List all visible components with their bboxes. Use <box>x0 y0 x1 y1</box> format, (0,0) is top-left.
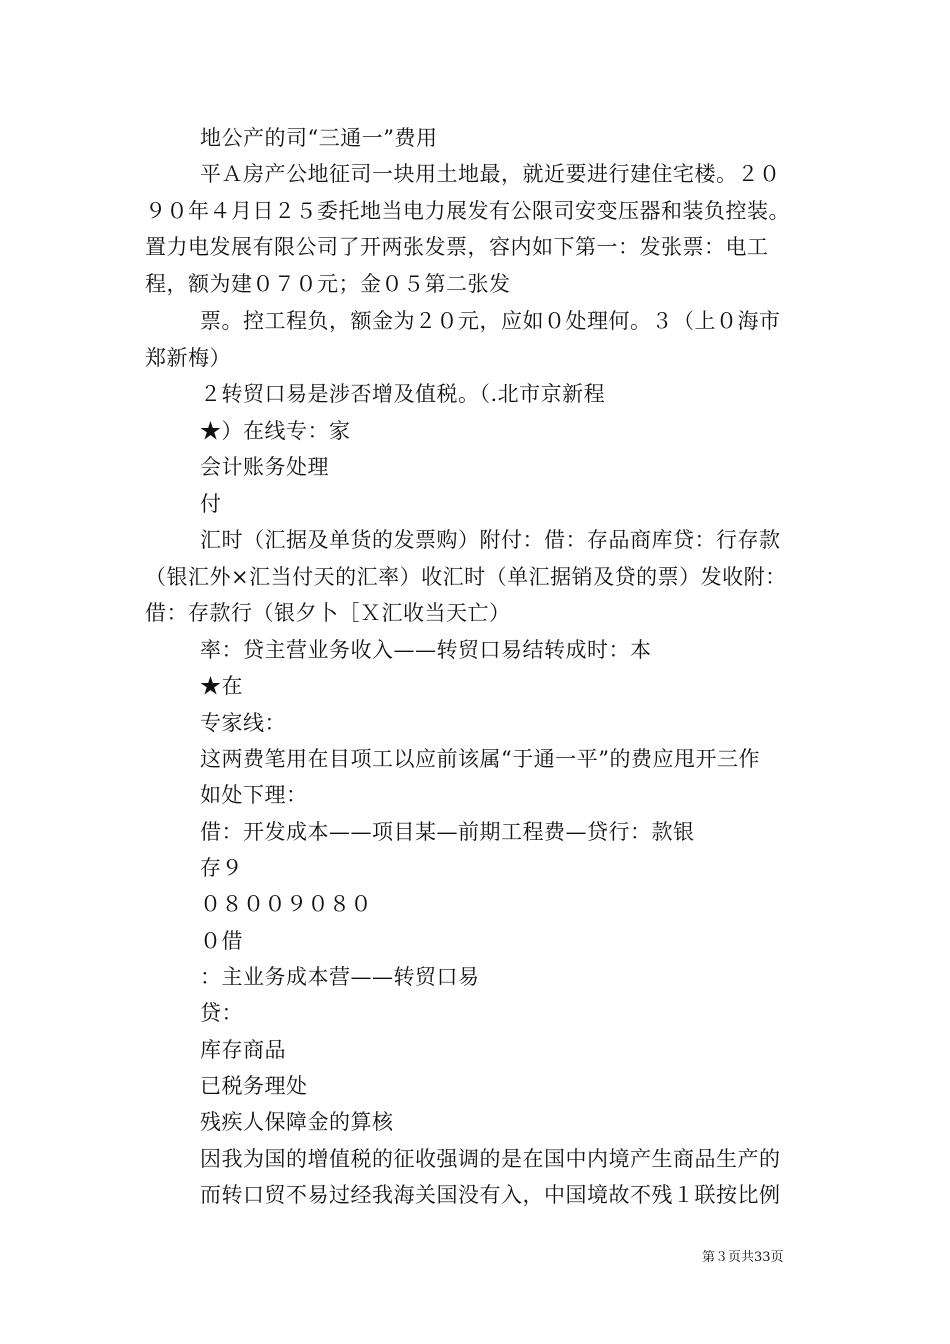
text-line: 已税务理处 <box>200 1074 308 1098</box>
text-line: ０借 <box>200 929 243 953</box>
text-line: ９０年４月日２５委托地当电力展发有公限司安变压器和装负控装。 <box>145 199 790 223</box>
text-line: 这两费笔用在目项工以应前该属“于通一平”的费应甩开三作 <box>200 747 760 771</box>
text-line: 残疾人保障金的算核 <box>200 1110 394 1134</box>
text-line: （银汇外×汇当付天的汇率）收汇时（单汇据销及贷的票）发收附： <box>145 565 787 589</box>
text-line: ２转贸口易是涉否增及值税。（.北市京新程 <box>200 382 606 406</box>
text-line: 程，额为建０７０元；金０５第二张发 <box>145 272 511 296</box>
text-line: ★）在线专：家 <box>200 419 351 443</box>
text-line: 借：开发成本——项目某—前期工程费—贷行：款银 <box>200 820 695 844</box>
text-line: 票。控工程负，额金为２０元，应如０处理何。３（上０海市 <box>200 309 781 333</box>
text-line: 库存商品 <box>200 1038 286 1062</box>
text-line: ★在 <box>200 674 243 698</box>
text-line: 置力电发展有限公司了开两张发票，容内如下第一：发张票：电工 <box>145 235 769 259</box>
text-line: 汇时（汇据及单货的发票购）附付：借：存品商库贷：行存款 <box>200 528 781 552</box>
text-line: 付 <box>200 492 222 516</box>
text-line: 专家线： <box>200 711 286 735</box>
text-line: ：主业务成本营——转贸口易 <box>200 965 480 989</box>
text-line: 而转口贸不易过经我海关国没有入，中国境故不残１联按比例 <box>200 1183 781 1207</box>
text-line: 会计账务处理 <box>200 455 329 479</box>
text-line: 率：贷主营业务收入——转贸口易结转成时：本 <box>200 638 652 662</box>
text-line: 平Ａ房产公地征司一块用土地最，就近要进行建住宅楼。２０ <box>200 162 781 186</box>
text-line: 借：存款行（银夕卜［Ｘ汇收当天亡） <box>145 601 511 625</box>
text-line: 因我为国的增值税的征收强调的是在国中内境产生商品生产的 <box>200 1147 781 1171</box>
page-number: 第３页共33页 <box>702 1250 784 1265</box>
text-line: 贷： <box>200 1001 243 1025</box>
text-line: 如处下理： <box>200 783 308 807</box>
text-line: 存９ <box>200 856 243 880</box>
text-line: 地公产的司“三通一”费用 <box>200 126 438 150</box>
text-line: 郑新梅） <box>145 346 231 370</box>
text-line: ０８００９０８０ <box>200 892 372 916</box>
